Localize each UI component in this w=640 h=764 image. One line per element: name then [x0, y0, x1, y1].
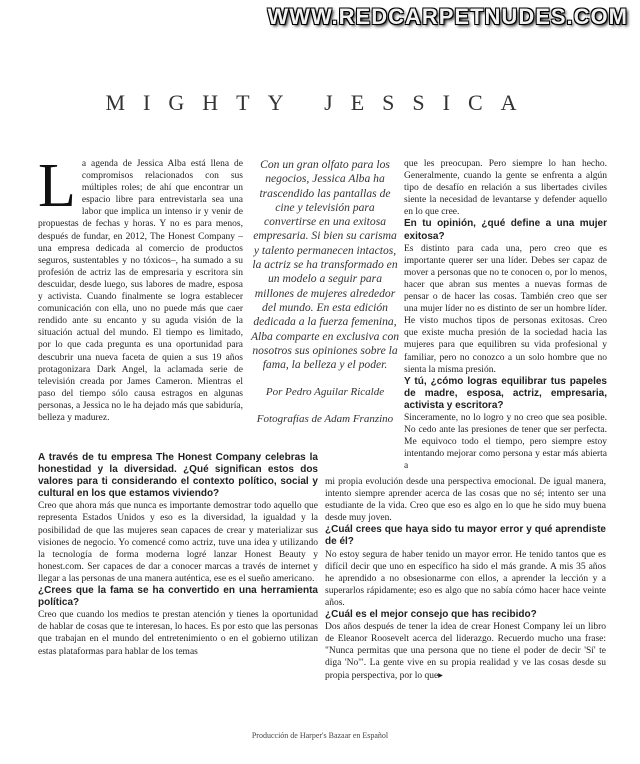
right-column [404, 158, 607, 472]
watermark-banner [0, 0, 640, 36]
question-heading: ¿Cuál es el mejor consejo que has recibido? [325, 609, 537, 621]
question-heading: En tu opinión, ¿qué define a una mujer exitosa? [404, 218, 607, 242]
pull-quote: Con un gran olfato para los negocios, Jessica Alba ha trascendido las pantallas de cine y televisión para convertirse en una exitosa empresaria. Si bien su carisma y talento permanecen intactos, la actriz se ha transformado en un modelo a seguir para millones de mujeres alrededor del mundo. En esta edición dedicada a la fuerza femenina, Alba comparte en exclusiva con nosotros sus opiniones sobre la fama, la belleza y el poder. [250, 158, 400, 372]
answer-text: No estoy segura de haber tenido un mayor error. He tenido tantos que es difícil decir que uno en específico ha sido el más grande. A mis 35 años he aprendido a no obsesionarme con ellos, a aprender la lección y a superarlos rápidamente; eso es algo que no sabía cómo hacer hace veinte años. [325, 549, 606, 608]
photo-credit: Fotografías de Adam Franzino [256, 412, 394, 425]
watermark-text: WWW.REDCARPETNUDES.COM [267, 4, 628, 29]
article-title: MIGHTY JESSICA [105, 90, 535, 115]
production-credit: Producción de Harper's Bazaar en Español [251, 731, 389, 740]
answer-text: que les preocupan. Pero siempre lo han hecho. Generalmente, cuando la gente se enfrenta a algún tipo de desafío en relación a sus libertades civiles siente la necesidad de levantarse y defender aquello en lo que cree. [404, 159, 607, 218]
question-heading: ¿Crees que la fama se ha convertido en una herramienta política? [38, 585, 318, 609]
pull-quote-column [250, 158, 400, 425]
lower-right-column [325, 476, 606, 682]
intro-column [38, 152, 243, 424]
question-heading: Y tú, ¿cómo logras equilibrar tus papeles de madre, esposa, actriz, empresaria, activista y escritora? [404, 375, 607, 411]
answer-text: Dos años después de tener la idea de crear Honest Company leí un libro de Eleanor Roosevelt acerca del liderazgo. Recuerdo mucho una frase: "Nunca permitas que una persona que no tiene el poder de decir 'Sí' te diga 'No'". La gente vive en su propia realidad y ve las cosas desde su propia perspectiva, por lo que▸ [325, 622, 606, 681]
author-credit: Por Pedro Aguilar Ricalde [265, 386, 385, 399]
question-heading: A través de tu empresa The Honest Company celebras la honestidad y la diversidad. ¿Qué significan estos dos valores para ti considerando el contexto político, social y cultural en los que estamos viviendo? [38, 452, 318, 500]
answer-text: Es distinto para cada una, pero creo que es importante querer ser una líder. Debes ser capaz de mover a personas que no te conocen o, por lo menos, hacer que abran sus mentes a nuevas formas de pensar o de hacer las cosas. También creo que ser una mujer líder no es distinto de ser un hombre líder. He visto muchos tipos de personas exitosas. Creo que existe mucha presión de la sociedad hacia las mujeres para que equilibren su vida profesional y familiar, pero no conozco a un solo hombre que no sienta la misma presión. [404, 243, 607, 375]
drop-cap: L [38, 152, 76, 220]
intro-paragraph: a agenda de Jessica Alba está llena de compromisos relacionados con sus múltiples roles; de ahí que encontrar un espacio libre para entrevistarla sea una labor que implica un intenso ir y venir de propuestas de fechas y horas. Y no es para menos, después de fundar, en 2012, The Honest Company –una empresa dedicada al comercio de productos seguros, sustentables y no tóxicos–, ha sumado a su profesión de actriz las de empresaria y escritora sin descuidar, desde luego, sus labores de madre, esposa y activista. Cuando finalmente se logra establecer comunicación con ella, uno no puede más que caer rendido ante su encanto y su aguda visión de la situación actual del mundo. El tiempo es limitado, por lo que cada pregunta es una oportunidad para descubrir una nueva faceta de quien a sus 19 años protagonizara Dark Angel, la aclamada serie de televisión creada por James Cameron. Mientras el paso del tiempo sólo causa estragos en algunas personas, a Jessica no le ha dejado más que sabiduría, belleza y madurez. [38, 159, 243, 423]
answer-text: Creo que cuando los medios te prestan atención y tienes la oportunidad de hablar de cosas que te interesan, lo haces. Es por esto que las personas que trabajan en el mundo del entretenimiento o en el gobierno utilizan estas plataformas para hablar de los temas [38, 610, 318, 657]
question-heading: ¿Cuál crees que haya sido tu mayor error y qué aprendiste de él? [325, 524, 606, 548]
lower-left-column [38, 452, 318, 658]
answer-text: Creo que ahora más que nunca es importante demostrar todo aquello que representa Estados Unidos y eso es la diversidad, la igualdad y la posibilidad de que las mujeres sean capaces de crear y materializar sus visiones de negocio. Yo comencé como actriz, tuve una idea y utilizando la tecnología de forma moderna logré lanzar Honest Beauty y honest.com. Ser capaces de dar a conocer marcas a través de internet y llegar a las personas de una manera auténtica, ese es el sueño americano. [38, 501, 318, 584]
answer-text: Sinceramente, no lo logro y no creo que sea posible. No cedo ante las presiones de tener que ser perfecta. Me equivoco todo el tiempo, pero siempre estoy intentando mejorar como persona y estar más abierta a [404, 412, 607, 472]
answer-text: mi propia evolución desde una perspectiva emocional. De igual manera, intento siempre aprender acerca de las cosas que no sé; intento ser una estudiante de la vida. Creo que eso es algo en lo que he sido muy buena desde muy joven. [325, 477, 606, 524]
